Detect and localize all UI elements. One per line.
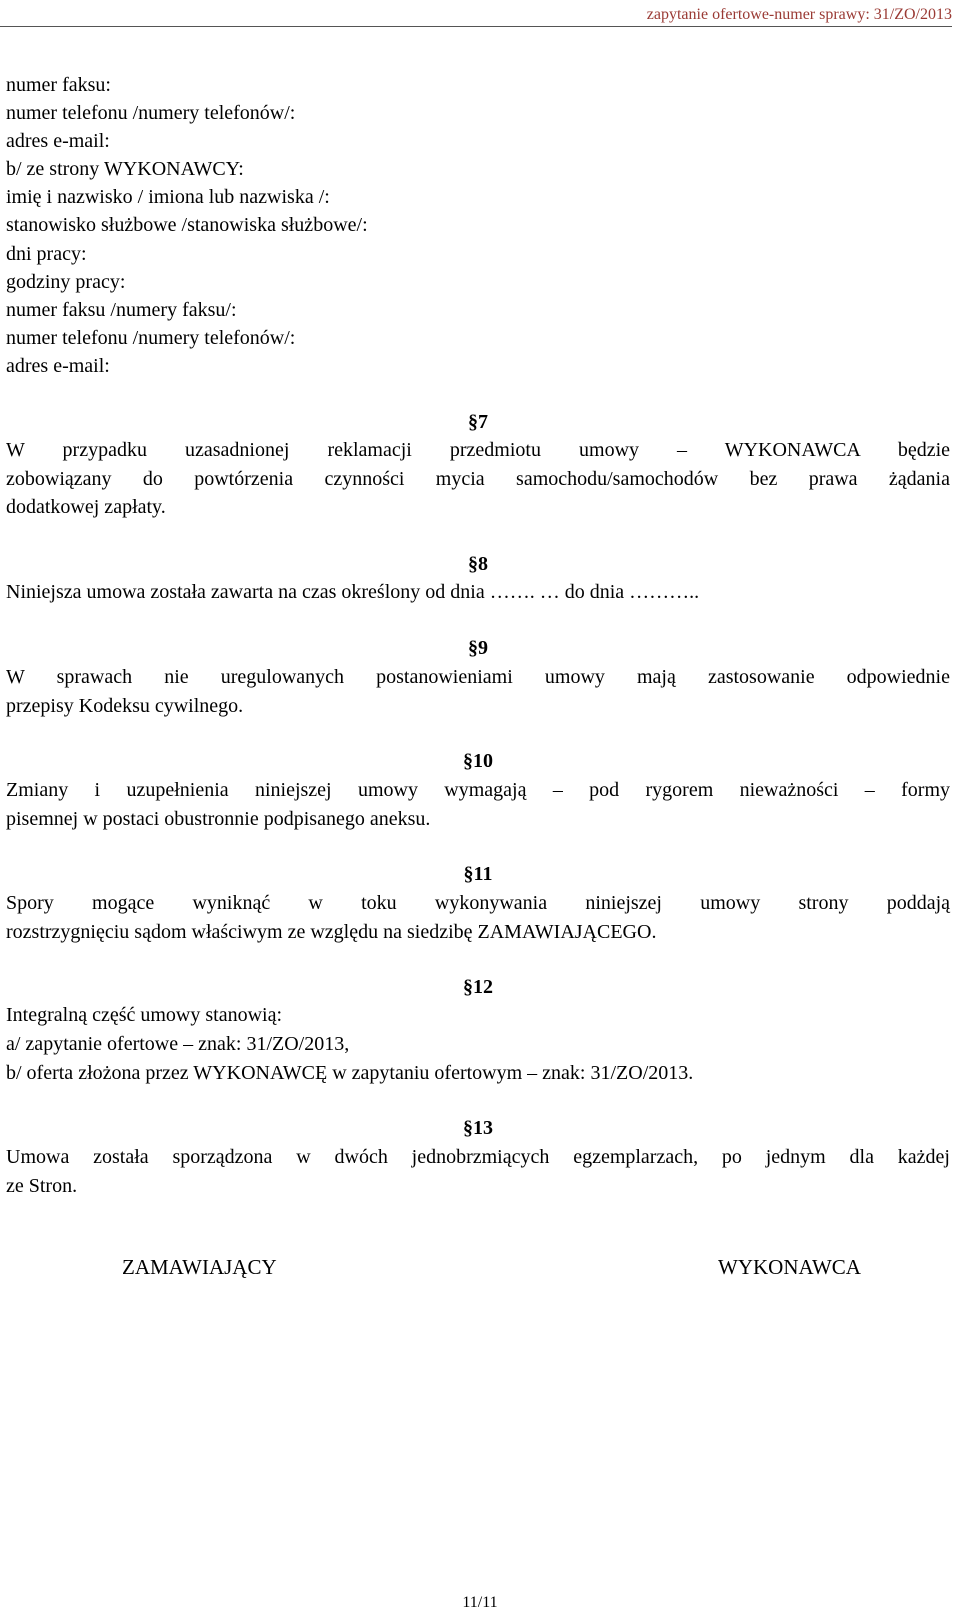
section-title: §7 <box>468 411 488 433</box>
list-item: Integralną część umowy stanowią: <box>6 1004 283 1026</box>
contact-line: stanowisko służbowe /stanowiska służbowe/: <box>6 214 368 236</box>
contact-line: numer faksu: <box>6 74 111 96</box>
contact-line: godziny pracy: <box>6 271 126 293</box>
list-item: a/ zapytanie ofertowe – znak: 31/ZO/2013, <box>6 1033 350 1055</box>
section-title: §11 <box>463 863 493 885</box>
list-item: b/ oferta złożona przez WYKONAWCĘ w zapytaniu ofertowym – znak: 31/ZO/2013. <box>6 1062 694 1084</box>
paragraph-line: Niniejsza umowa została zawarta na czas określony od dnia ……. … do dnia ……….. <box>6 581 700 603</box>
contact-line: dni pracy: <box>6 243 87 265</box>
page-header: zapytanie ofertowe-numer sprawy: 31/ZO/2013 <box>0 6 952 27</box>
paragraph-line: zobowiązany do powtórzenia czynności mycia samochodu/samochodów bez prawa żądania <box>6 468 950 490</box>
signature-wykonawca: WYKONAWCA <box>718 1255 861 1279</box>
contact-line: numer faksu /numery faksu/: <box>6 299 237 321</box>
paragraph-line: rozstrzygnięciu sądom właściwym ze względu na siedzibę ZAMAWIAJĄCEGO. <box>6 921 657 943</box>
section-title: §9 <box>468 637 488 659</box>
section-title: §13 <box>463 1117 493 1139</box>
paragraph-line: ze Stron. <box>6 1175 78 1197</box>
contact-line: numer telefonu /numery telefonów/: <box>6 327 296 349</box>
page-number: 11/11 <box>462 1594 498 1611</box>
paragraph-line: W przypadku uzasadnionej reklamacji przedmiotu umowy – WYKONAWCA będzie <box>6 439 950 461</box>
paragraph-line: przepisy Kodeksu cywilnego. <box>6 695 244 717</box>
contact-line: adres e-mail: <box>6 130 110 152</box>
section-title: §10 <box>463 750 493 772</box>
contact-line: b/ ze strony WYKONAWCY: <box>6 158 244 180</box>
signature-zamawiajacy: ZAMAWIAJĄCY <box>122 1255 277 1279</box>
paragraph-line: Zmiany i uzupełnienia niniejszej umowy wymagają – pod rygorem nieważności – formy <box>6 779 950 801</box>
contact-line: numer telefonu /numery telefonów/: <box>6 102 296 124</box>
section-title: §8 <box>468 553 488 575</box>
paragraph-line: W sprawach nie uregulowanych postanowieniami umowy mają zastosowanie odpowiednie <box>6 666 950 688</box>
section-title: §12 <box>463 976 493 998</box>
paragraph-line: pisemnej w postaci obustronnie podpisanego aneksu. <box>6 808 431 830</box>
paragraph-line: Umowa została sporządzona w dwóch jednobrzmiących egzemplarzach, po jednym dla każdej <box>6 1146 950 1168</box>
paragraph-line: Spory mogące wyniknąć w toku wykonywania niniejszej umowy strony poddają <box>6 892 950 914</box>
contact-line: imię i nazwisko / imiona lub nazwiska /: <box>6 186 330 208</box>
paragraph-line: dodatkowej zapłaty. <box>6 496 166 518</box>
contact-line: adres e-mail: <box>6 355 110 377</box>
